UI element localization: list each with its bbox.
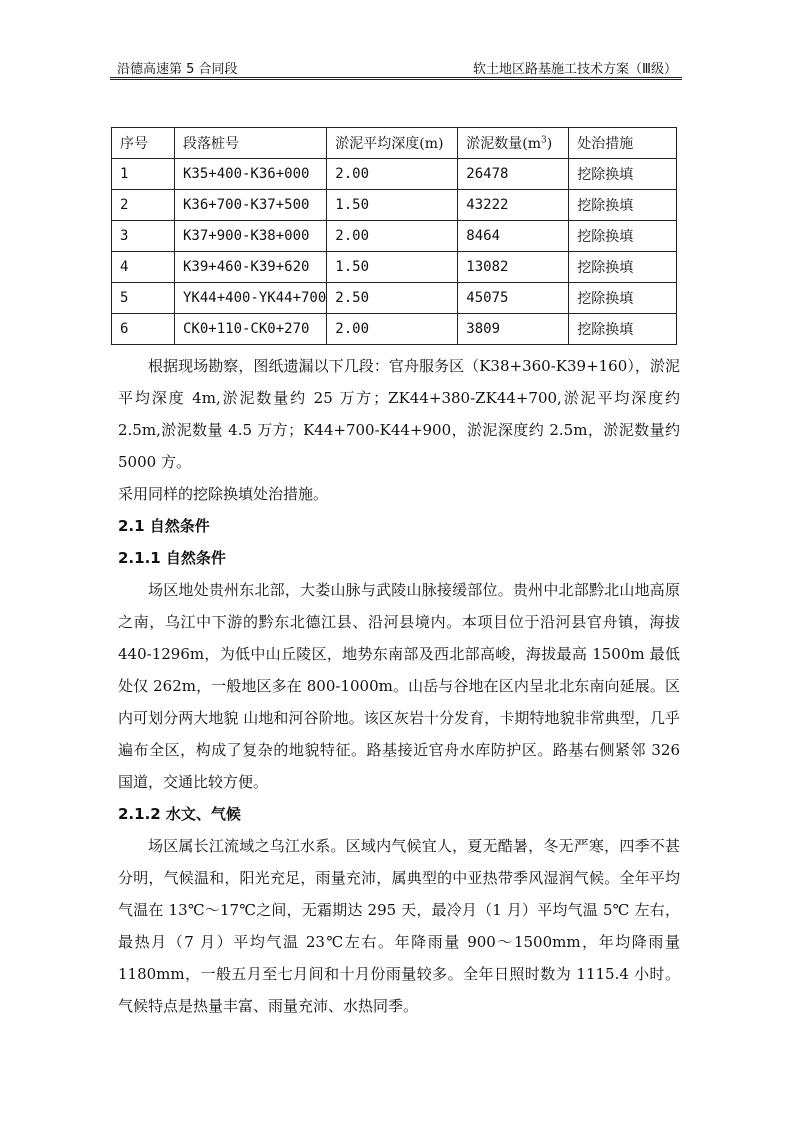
- paragraph-treatment-note: 采用同样的挖除换填处治措施。: [118, 485, 329, 503]
- cell-treatment: 挖除换填: [569, 252, 677, 283]
- col-header-quantity: 淤泥数量$(m^3)$: [458, 128, 569, 159]
- cell-no: 3: [112, 221, 175, 252]
- cell-no: 6: [112, 314, 175, 345]
- header-document-title: 软土地区路基施工技术方案（Ⅲ级）: [473, 62, 677, 77]
- cell-treatment: 挖除换填: [569, 221, 677, 252]
- page-header: [117, 56, 677, 78]
- table-row: [112, 283, 677, 314]
- cell-chainage: K36+700-K37+500: [175, 190, 327, 221]
- cell-no: 2: [112, 190, 175, 221]
- cell-quantity: 13082: [458, 252, 569, 283]
- table-row: [112, 314, 677, 345]
- header-project-name: 沿德高速第 5 合同段: [117, 62, 238, 77]
- cell-treatment: 挖除换填: [569, 190, 677, 221]
- cell-treatment: 挖除换填: [569, 314, 677, 345]
- cell-quantity: 8464: [458, 221, 569, 252]
- paragraph-hydrology-climate: 场区属长江流域之乌江水系。区域内气候宜人，夏无酷暑，冬无严寒，四季不甚分明，气候温和，阳光充足，雨量充沛，属典型的中亚热带季风湿润气候。全年平均气温在 13℃～17℃之间，无霜期达 295 天，最冷月（1 月）平均气温 5℃ 左右，最热月（7 月）平均气温 23℃左右。年降雨量 900～1500mm，年均降雨量 1180mm，一般五月至七月间和十月份雨量较多。全年日照时数为 1115.4 小时。气候特点是热量丰富、雨量充沛、水热同季。: [118, 837, 680, 1015]
- col-header-treatment: 处治措施: [569, 128, 677, 159]
- cell-no: 4: [112, 252, 175, 283]
- cell-quantity: 45075: [458, 283, 569, 314]
- col-header-no: 序号: [112, 128, 175, 159]
- cell-avg-depth: 2.50: [327, 283, 458, 314]
- cell-chainage: YK44+400-YK44+700: [175, 283, 327, 314]
- paragraph-omitted-sections: 根据现场勘察，图纸遗漏以下几段：官舟服务区（K38+360-K39+160），淤泥平均深度 4m,淤泥数量约 25 万方；ZK44+380-ZK44+700,淤泥平均深度约 2.5m,淤泥数量 4.5 万方；K44+700-K44+900，淤泥深度约 2.5m，淤泥数量约 5000 方。: [118, 357, 680, 471]
- table-row: [112, 221, 677, 252]
- cell-treatment: 挖除换填: [569, 159, 677, 190]
- cell-no: 5: [112, 283, 175, 314]
- col-header-avg-depth: 淤泥平均深度(m): [327, 128, 458, 159]
- cell-quantity: 26478: [458, 159, 569, 190]
- section-heading-2-1-2: 2.1.2 水文、气候: [118, 805, 241, 823]
- section-heading-2-1-1: 2.1.1 自然条件: [118, 549, 226, 567]
- cell-no: 1: [112, 159, 175, 190]
- cell-avg-depth: 1.50: [327, 190, 458, 221]
- table-row: [112, 190, 677, 221]
- cell-avg-depth: 1.50: [327, 252, 458, 283]
- cell-treatment: 挖除换填: [569, 283, 677, 314]
- cell-chainage: CK0+110-CK0+270: [175, 314, 327, 345]
- cell-avg-depth: 2.00: [327, 314, 458, 345]
- cell-chainage: K37+900-K38+000: [175, 221, 327, 252]
- header-rule-double: [110, 79, 682, 80]
- header-rule: [110, 77, 682, 78]
- cell-quantity: 3809: [458, 314, 569, 345]
- cell-avg-depth: 2.00: [327, 221, 458, 252]
- cell-avg-depth: 2.00: [327, 159, 458, 190]
- cell-quantity: 43222: [458, 190, 569, 221]
- table-header-row: [112, 128, 677, 159]
- sludge-section-table: [111, 127, 677, 345]
- cell-chainage: K35+400-K36+000: [175, 159, 327, 190]
- table-row: [112, 159, 677, 190]
- section-heading-2-1: 2.1 自然条件: [118, 517, 210, 535]
- col-header-chainage: 段落桩号: [175, 128, 327, 159]
- body-content: [118, 350, 680, 1022]
- cell-chainage: K39+460-K39+620: [175, 252, 327, 283]
- paragraph-natural-conditions: 场区地处贵州东北部，大娄山脉与武陵山脉接缓部位。贵州中北部黔北山地高原之南，乌江中下游的黔东北德江县、沿河县境内。本项目位于沿河县官舟镇，海拔 440-1296m，为低中山丘陵区，地势东南部及西北部高峻，海拔最高 1500m 最低处仅 262m，一般地区多在 800-1000m。山岳与谷地在区内呈北北东南向延展。区内可划分两大地貌 山地和河谷阶地。该区灰岩十分发育，卡期特地貌非常典型，几乎遍布全区，构成了复杂的地貌特征。路基接近官舟水库防护区。路基右侧紧邻 326 国道，交通比较方便。: [118, 581, 680, 791]
- table-row: [112, 252, 677, 283]
